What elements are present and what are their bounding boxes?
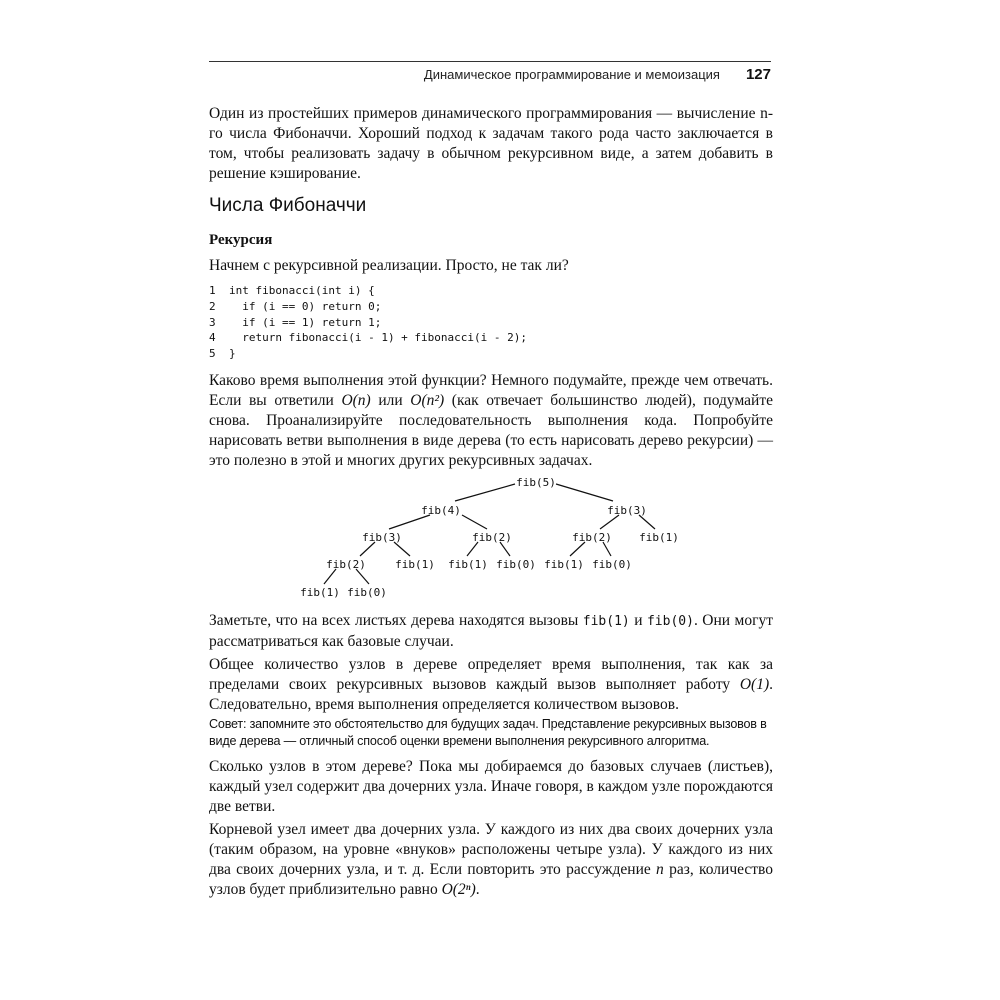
tree-edge bbox=[556, 484, 613, 501]
code-fib0: fib(0) bbox=[646, 614, 694, 629]
tree-node-label: fib(2) bbox=[472, 531, 512, 544]
tree-node-label: fib(1) bbox=[395, 558, 435, 571]
tree-node-label: fib(3) bbox=[607, 504, 647, 517]
big-o-n-squared: O(n²) bbox=[410, 392, 445, 409]
leaves-text-a: Заметьте, что на всех листьях дерева находятся вызовы bbox=[209, 612, 583, 629]
tree-edge bbox=[467, 542, 478, 556]
tree-edge bbox=[570, 542, 585, 556]
line-number: 2 bbox=[209, 299, 216, 313]
leaves-text-c: . Они могут рассматриваться как базовые случаи. bbox=[209, 612, 773, 650]
tip-box bbox=[209, 716, 775, 750]
tree-node-label: fib(1) bbox=[639, 531, 679, 544]
lead-text: Начнем с рекурсивной реализации. Просто, не так ли? bbox=[209, 257, 569, 274]
leaves-text bbox=[209, 611, 773, 652]
tree-node-label: fib(2) bbox=[572, 531, 612, 544]
code-fib1: fib(1) bbox=[582, 614, 630, 629]
tree-edge bbox=[600, 515, 619, 529]
line-number: 5 bbox=[209, 347, 216, 361]
tree-edge bbox=[389, 515, 430, 529]
subsection-title: Рекурсия bbox=[209, 232, 273, 248]
total-nodes-paragraph bbox=[209, 655, 773, 715]
big-o-2-n: O(2ⁿ) bbox=[441, 881, 476, 898]
root-node-text-b: раз, количество узлов будет приблизительно равно bbox=[209, 861, 773, 898]
tip-text: Совет: запомните это обстоятельство для будущих задач. Представление рекурсивных вызовов в виде дерева — отличный способ оценки времени выполнения рекурсивного алгоритма. bbox=[209, 717, 767, 748]
runtime-text-a: Если вы ответили bbox=[209, 392, 342, 409]
tree-edge bbox=[603, 542, 611, 556]
section-title: Числа Фибоначчи bbox=[209, 195, 367, 216]
tree-node-label: fib(4) bbox=[421, 504, 461, 517]
chapter-title: Динамическое программирование и мемоизация bbox=[423, 66, 720, 82]
tree-nodes bbox=[300, 476, 679, 599]
runtime-text-b: или bbox=[370, 392, 411, 409]
how-many-paragraph bbox=[209, 757, 773, 817]
tree-node-label: fib(1) bbox=[300, 586, 340, 599]
root-node-paragraph bbox=[209, 820, 773, 900]
tree-node-label: fib(0) bbox=[496, 558, 536, 571]
total-nodes-text bbox=[209, 655, 773, 715]
total-nodes-text-b: . Следовательно, время выполнения определяется количеством вызовов. bbox=[209, 676, 773, 713]
tree-node-label: fib(0) bbox=[347, 586, 387, 599]
root-node-text-c: . bbox=[475, 881, 480, 898]
root-node-text bbox=[209, 820, 773, 900]
total-nodes-text-a: Общее количество узлов в дереве определяет время выполнения, так как за пределами своих рекурсивных вызовов каждый вызов выполняет работу bbox=[209, 656, 773, 693]
line-number: 3 bbox=[209, 315, 216, 329]
leaves-paragraph bbox=[209, 611, 773, 652]
intro-text: Один из простейших примеров динамического программирования — вычисление n-го числа Фибоначчи. Хороший подход к задачам такого рода часто заключается в том, чтобы реализовать задачу в обычном рекурсивном виде, а затем добавить в решение кэширование. bbox=[209, 105, 773, 182]
tree-edge bbox=[324, 569, 336, 584]
tree-node-label: fib(0) bbox=[592, 558, 632, 571]
tree-node-label: fib(2) bbox=[326, 558, 366, 571]
big-o-1: O(1) bbox=[739, 676, 770, 693]
runtime-line1: Каково время выполнения этой функции? Немного подумайте, прежде чем отвечать. bbox=[209, 372, 773, 389]
code-text: if (i == 1) return 1; bbox=[229, 315, 382, 329]
root-node-text-a: Корневой узел имеет два дочерних узла. У каждого из них два своих дочерних узла (таким образом, на уровне «внуков» расположены четыре узла). У каждого из них два своих дочерних узла, и т. д. Если повторить это рассуждение bbox=[209, 821, 773, 878]
runtime-text-c: (как отвечает большинство людей), подумайте снова. Проанализируйте последовательность выполнения кода. Попробуйте нарисовать ветви выполнения в виде дерева (то есть нарисовать дерево рекурсии) — это полезно в этой и многих других рекурсивных задачах. bbox=[209, 392, 773, 469]
tree-edge bbox=[500, 542, 510, 556]
leaves-text-b: и bbox=[629, 612, 647, 629]
tree-node-label: fib(5) bbox=[516, 476, 556, 489]
big-o-n: O(n) bbox=[341, 392, 371, 409]
tree-node-label: fib(1) bbox=[544, 558, 584, 571]
tree-edge bbox=[462, 515, 487, 529]
tree-edge bbox=[394, 542, 410, 556]
code-text: return fibonacci(i - 1) + fibonacci(i - 2); bbox=[229, 331, 528, 345]
line-number: 1 bbox=[209, 284, 216, 297]
var-n: n bbox=[656, 861, 664, 878]
code-text: if (i == 0) return 0; bbox=[229, 299, 382, 313]
tree-node-label: fib(3) bbox=[362, 531, 402, 544]
tree-edge bbox=[455, 484, 515, 501]
page-number: 127 bbox=[745, 65, 771, 83]
code-text: } bbox=[229, 347, 236, 361]
tree-edge bbox=[356, 569, 369, 584]
code-text: int fibonacci(int i) { bbox=[229, 284, 375, 297]
tree-node-label: fib(1) bbox=[448, 558, 488, 571]
how-many-text: Сколько узлов в этом дереве? Пока мы добираемся до базовых случаев (листьев), каждый узел содержит два дочерних узла. Иначе говоря, в каждом узле порождаются две ветви. bbox=[209, 758, 773, 815]
tree-edge bbox=[639, 515, 655, 529]
line-number: 4 bbox=[209, 331, 216, 345]
tree-edge bbox=[360, 542, 375, 556]
